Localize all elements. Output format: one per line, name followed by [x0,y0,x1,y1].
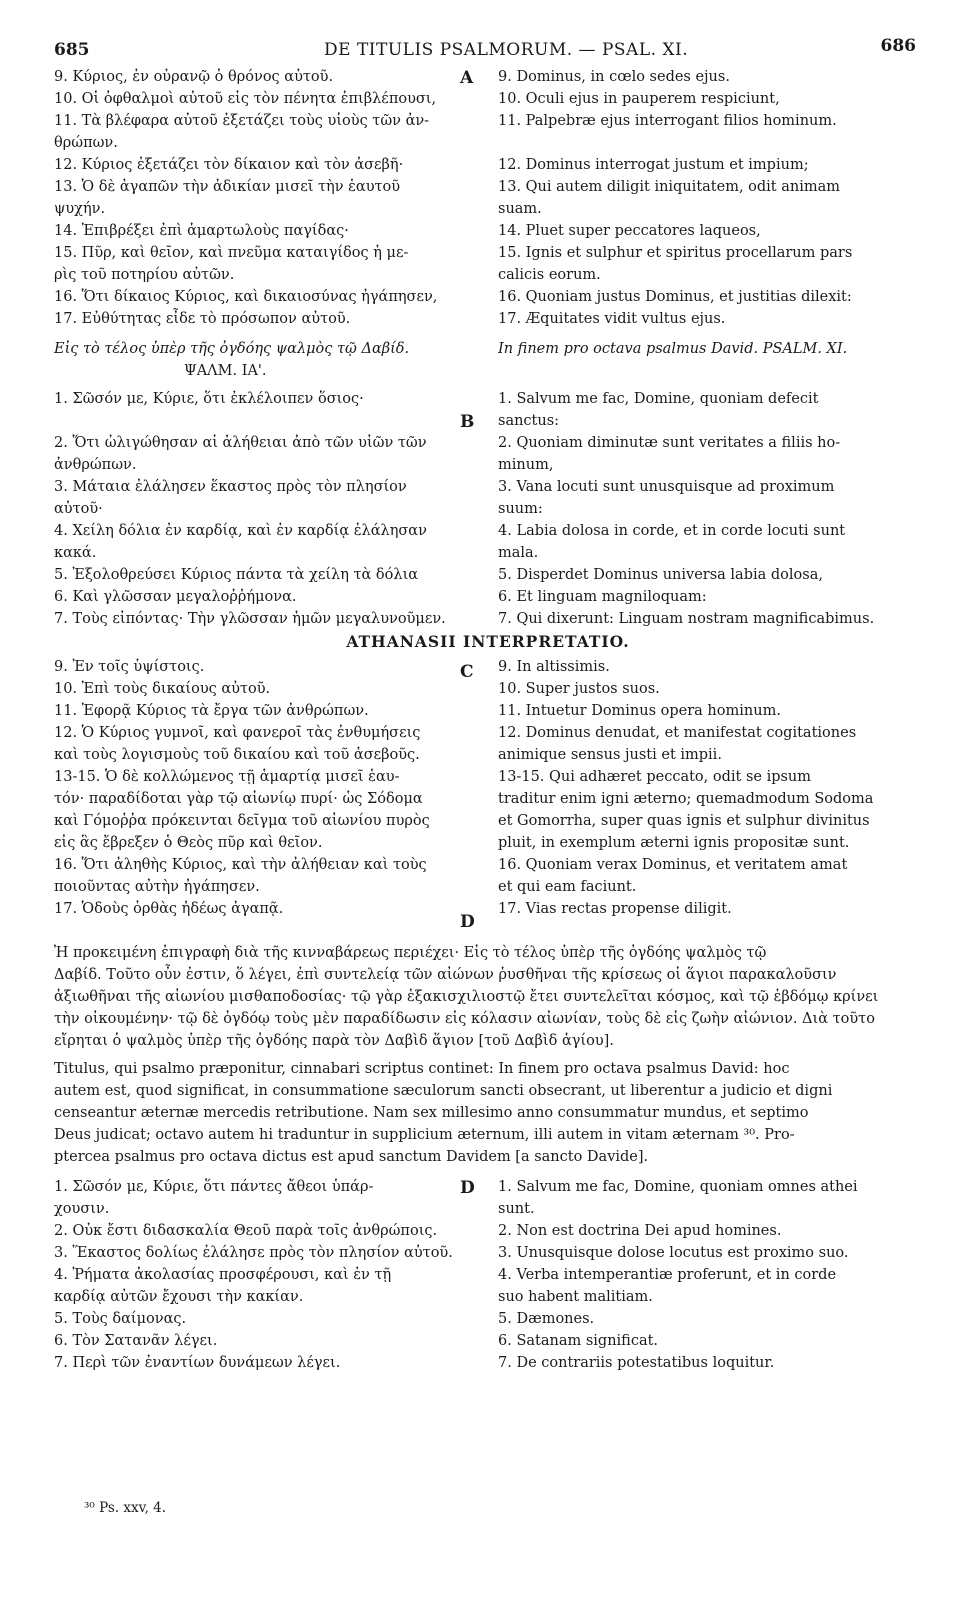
text-line: 4. Verba intemperantiæ proferunt, et in corde [498,1267,837,1283]
text-line: 13. Qui autem diligit iniquitatem, odit animam [498,179,841,195]
text-line: 17. Æquitates vidit vultus ejus. [498,311,726,327]
text-line: 7. Τοὺς εἰπόντας· Τὴν γλῶσσαν ἡμῶν μεγαλυνοῦμεν. [54,611,446,627]
text-line: animique sensus justi et impii. [498,747,722,763]
text-line: θρώπων. [54,135,118,151]
text-line: 2. Quoniam diminutæ sunt veritates a filiis ho- [498,435,841,451]
text-line: 16. Quoniam justus Dominus, et justitias dilexit: [498,289,852,305]
text-line: 6. Τὸν Σατανᾶν λέγει. [54,1333,218,1349]
psalm-number-greek: ΨΑΛΜ. ΙΑ'. [184,363,267,379]
text-line: 1. Σῶσόν με, Κύριε, ὅτι ἐκλέλοιπεν ὅσιος· [54,391,364,407]
text-line: 11. Palpebræ ejus interrogant filios hominum. [498,113,837,129]
text-line: censeantur æternæ mercedis retributione. Nam sex millesimo anno consummatur mundus, et septimo [54,1105,809,1121]
text-line: ptercea psalmus pro octava dictus est apud sanctum Davidem [a sancto Davide]. [54,1149,649,1165]
latin-commentary [54,1058,920,1168]
text-line: ρὶς τοῦ ποτηρίου αὐτῶν. [54,267,235,283]
text-line: ψυχήν. [54,201,106,217]
text-line: 16. Quoniam verax Dominus, et veritatem amat [498,857,848,873]
text-line [54,410,484,432]
text-line: 1. Σῶσόν με, Κύριε, ὅτι πάντες ἄθεοι ὑπάρ- [54,1179,374,1195]
text-line: Deus judicat; octavo autem hi traduntur in supplicium æternum, illi autem in vitam æternam ³⁰. Pro- [54,1127,795,1143]
text-line: 10. Super justos suos. [498,681,660,697]
text-line: 2. Non est doctrina Dei apud homines. [498,1223,782,1239]
text-line: εἰς ἃς ἔβρεξεν ὁ Θεὸς πῦρ καὶ θεῖον. [54,835,323,851]
text-line: 12. Dominus interrogat justum et impium; [498,157,809,173]
section3-latin [498,656,908,920]
text-line: 15. Ignis et sulphur et spiritus procellarum pars [498,245,853,261]
text-line: 7. Qui dixerunt: Linguam nostram magnificabimus. [498,611,875,627]
text-line: traditur enim igni æterno; quemadmodum Sodoma [498,791,874,807]
text-line: 5. Τοὺς δαίμονας. [54,1311,187,1327]
text-line: 9. Ἐν τοῖς ὑψίστοις. [54,659,205,675]
text-line: 16. Ὅτι ἀληθὴς Κύριος, καὶ τὴν ἀλήθειαν καὶ τοὺς [54,857,427,873]
text-line: 17. Ὁδοὺς ὀρθὰς ἠδέως ἀγαπᾷ. [54,901,284,917]
text-line: τὴν οἰκουμένην· τῷ δὲ ὀγδόῳ τοὺς μὲν παραδίδωσιν εἰς κόλασιν αἰωνίαν, τοὺς δὲ εἰς ζωὴν αἰώνιον. Διὰ τοῦτο [54,1011,875,1027]
text-line: 13-15. Qui adhæret peccato, odit se ipsum [498,769,812,785]
text-line: κακά. [54,545,97,561]
text-line: sunt. [498,1201,535,1217]
margin-marker-c: C [460,662,474,682]
psalm-title-latin-text: In finem pro octava psalmus David. PSALM. XI. [498,341,848,357]
psalm-title-greek-block [54,338,484,382]
text-line: 1. Salvum me fac, Domine, quoniam defecit [498,391,819,407]
text-line: καρδίᾳ αὐτῶν ἔχουσι τὴν κακίαν. [54,1289,304,1305]
text-line: 2. Οὐκ ἔστι διδασκαλία Θεοῦ παρὰ τοῖς ἀνθρώποις. [54,1223,438,1239]
text-line: αὐτοῦ· [54,501,103,517]
text-line: 16. Ὅτι δίκαιος Κύριος, καὶ δικαιοσύνας ἠγάπησεν, [54,289,438,305]
text-line: 12. Dominus denudat, et manifestat cogitationes [498,725,857,741]
text-line: suo habent malitiam. [498,1289,653,1305]
text-line: 3. Vana locuti sunt unusquisque ad proximum [498,479,835,495]
text-line: 9. Κύριος, ἐν οὐρανῷ ὁ θρόνος αὐτοῦ. [54,69,334,85]
text-line: mala. [498,545,539,561]
text-line: calicis eorum. [498,267,601,283]
text-line: 12. Κύριος ἐξετάζει τὸν δίκαιον καὶ τὸν ἀσεβῆ· [54,157,404,173]
text-line: 9. In altissimis. [498,659,610,675]
text-line: 6. Καὶ γλῶσσαν μεγαλοῤῥήμονα. [54,589,297,605]
text-line: 4. Χείλη δόλια ἐν καρδίᾳ, καὶ ἐν καρδίᾳ ἐλάλησαν [54,523,427,539]
psalm-title-greek: Εἰς τὸ τέλος ὑπὲρ τῆς ὀγδόης ψαλμὸς τῷ Δαβίδ. [54,341,410,357]
section4-latin [498,1176,908,1374]
text-line: Ἡ προκειμένη ἐπιγραφὴ διὰ τῆς κινναβάρεως περιέχει· Εἰς τὸ τέλος ὑπὲρ τῆς ὀγδόης ψαλμὸς τῷ [54,945,767,961]
section1-latin [498,66,908,330]
text-line: 4. Ῥήματα ἀκολασίας προσφέρουσι, καὶ ἐν τῇ [54,1267,392,1283]
text-line: 3. Ἕκαστος δολίως ἐλάλησε πρὸς τὸν πλησίον αὐτοῦ. [54,1245,453,1261]
text-line: εἴρηται ὁ ψαλμὸς ὑπὲρ τῆς ὀγδόης παρὰ τὸν Δαβὶδ ἅγιον [τοῦ Δαβὶδ ἁγίου]. [54,1033,614,1049]
text-line: 10. Ἐπὶ τοὺς δικαίους αὐτοῦ. [54,681,271,697]
text-line: 6. Et linguam magniloquam: [498,589,707,605]
text-line: ποιοῦντας αὐτὴν ἠγάπησεν. [54,879,260,895]
section1-greek [54,66,484,330]
text-line: 17. Εὐθύτητας εἶδε τὸ πρόσωπον αὐτοῦ. [54,311,351,327]
athanasii-heading: ATHANASII INTERPRETATIO. [346,632,630,651]
text-line: 7. Περὶ τῶν ἐναντίων δυνάμεων λέγει. [54,1355,341,1371]
text-line: 5. Dæmones. [498,1311,595,1327]
text-line: καὶ Γόμοῤῥα πρόκεινται δεῖγμα τοῦ αἰωνίου πυρὸς [54,813,430,829]
text-line: 13. Ὁ δὲ ἀγαπῶν τὴν ἀδικίαν μισεῖ τὴν ἑαυτοῦ [54,179,401,195]
text-line: et Gomorrha, super quas ignis et sulphur divinitus [498,813,870,829]
text-line: 3. Unusquisque dolose locutus est proximo suo. [498,1245,849,1261]
running-title: DE TITULIS PSALMORUM. — PSAL. XI. [324,40,689,60]
text-line: 6. Satanam significat. [498,1333,659,1349]
text-line: 13-15. Ὁ δὲ κολλώμενος τῇ ἁμαρτίᾳ μισεῖ ἑαυ- [54,769,400,785]
greek-commentary [54,942,920,1052]
text-line: ἀνθρώπων. [54,457,137,473]
page-number-right: 686 [880,36,916,56]
text-line: 10. Oculi ejus in pauperem respiciunt, [498,91,780,107]
text-line: 14. Pluet super peccatores laqueos, [498,223,761,239]
text-line: Titulus, qui psalmo præponitur, cinnabari scriptus continet: In finem pro octava psalmus David: hoc [54,1061,790,1077]
text-line: et qui eam faciunt. [498,879,637,895]
margin-marker-a: A [460,68,474,88]
text-line: Δαβίδ. Τοῦτο οὖν ἐστιν, ὅ λέγει, ἐπὶ συντελείᾳ τῶν αἰώνων ῥυσθῆναι τῆς κρίσεως οἱ ἅγιοι παρακαλοῦσιν [54,967,837,983]
margin-marker-d2: D [460,1178,475,1198]
page-number-left: 685 [54,40,90,60]
text-line: 2. Ὅτι ὠλιγώθησαν αἱ ἀλήθειαι ἀπὸ τῶν υἱῶν τῶν [54,435,427,451]
text-line: τόν· παραδίδοται γὰρ τῷ αἰωνίῳ πυρί· ὡς Σόδομα [54,791,423,807]
text-line [498,132,908,154]
text-line: ἀξιωθῆναι τῆς αἰωνίου μισθαποδοσίας· τῷ γὰρ ἑξακισχιλιοστῷ ἔτει συντελεῖται κόσμος, καὶ τῷ ἑβδόμῳ κρίνει [54,989,879,1005]
text-line: χουσιν. [54,1201,110,1217]
text-line: 15. Πῦρ, καὶ θεῖον, καὶ πνεῦμα καταιγίδος ἡ με- [54,245,409,261]
text-line: 5. Ἐξολοθρεύσει Κύριος πάντα τὰ χείλη τὰ δόλια [54,567,419,583]
text-line: 7. De contrariis potestatibus loquitur. [498,1355,775,1371]
text-line: autem est, quod significat, in consummatione sæculorum sancti obsecrant, ut liberentur a judicio et digni [54,1083,833,1099]
text-line: 14. Ἐπιβρέξει ἐπὶ ἁμαρτωλοὺς παγίδας· [54,223,349,239]
section3-greek [54,656,484,920]
text-line: suum: [498,501,543,517]
text-line: 11. Ἐφορᾷ Κύριος τὰ ἔργα τῶν ἀνθρώπων. [54,703,369,719]
section2-latin [498,388,908,630]
text-line: 11. Τὰ βλέφαρα αὐτοῦ ἐξετάζει τοὺς υἱοὺς τῶν ἀν- [54,113,430,129]
text-line: 10. Οἱ ὀφθαλμοὶ αὐτοῦ εἰς τὸν πένητα ἐπιβλέπουσι, [54,91,437,107]
page-header [36,36,940,64]
text-line: suam. [498,201,542,217]
footnote: ³⁰ Ps. xxv, 4. [84,1500,167,1516]
text-line: pluit, in exemplum æterni ignis propositæ sunt. [498,835,850,851]
psalm-title-latin [498,338,908,360]
text-line: 3. Μάταια ἐλάλησεν ἕκαστος πρὸς τὸν πλησίον [54,479,407,495]
text-line: 5. Disperdet Dominus universa labia dolosa, [498,567,823,583]
text-line: sanctus: [498,413,560,429]
text-line: 17. Vias rectas propense diligit. [498,901,732,917]
text-line: 9. Dominus, in cœlo sedes ejus. [498,69,730,85]
section2-greek [54,388,484,630]
text-line: minum, [498,457,554,473]
text-line: 11. Intuetur Dominus opera hominum. [498,703,781,719]
text-line: 4. Labia dolosa in corde, et in corde locuti sunt [498,523,846,539]
text-line: καὶ τοὺς λογισμοὺς τοῦ δικαίου καὶ τοῦ ἀσεβοῦς. [54,747,420,763]
margin-marker-b: B [460,412,475,432]
section4-greek [54,1176,484,1374]
text-line: 12. Ὁ Κύριος γυμνοῖ, καὶ φανεροῖ τὰς ἐνθυμήσεις [54,725,421,741]
margin-marker-d1: D [460,912,475,932]
text-line: 1. Salvum me fac, Domine, quoniam omnes athei [498,1179,858,1195]
